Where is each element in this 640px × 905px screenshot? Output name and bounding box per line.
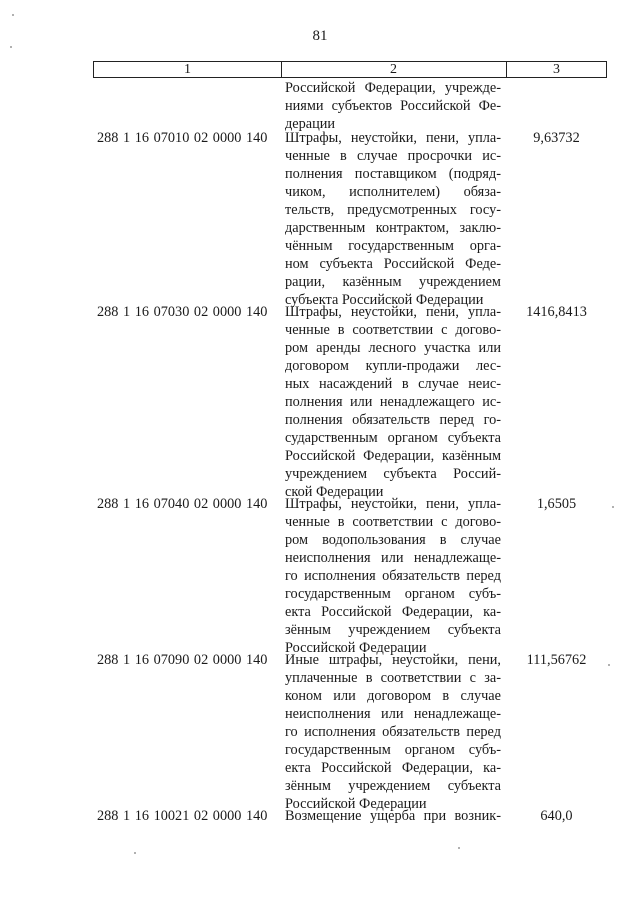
budget-code: 288 1 16 10021 02 0000 140 xyxy=(97,808,268,824)
description-line: уплаченные в соответствии с за- xyxy=(285,670,501,686)
description-line: го исполнения обязательств перед xyxy=(285,724,501,740)
description-line: Штрафы, неустойки, пени, упла- xyxy=(285,496,501,512)
description-line: го исполнения обязательств перед xyxy=(285,568,501,584)
description-line: полнения или ненадлежащего ис- xyxy=(285,394,501,410)
description-line: государственным органом субъ- xyxy=(285,742,501,758)
description-line: коном или договором в случае xyxy=(285,688,501,704)
description-line: ской Федерации xyxy=(285,484,384,500)
scan-speck xyxy=(10,46,12,48)
description-line: рации, казённым учреждением xyxy=(285,274,501,290)
description-line: неисполнения или ненадлежаще- xyxy=(285,550,501,566)
description-line: ром аренды лесного участка или xyxy=(285,340,501,356)
description-line: договором купли-продажи лес- xyxy=(285,358,501,374)
description-line: полнения обязательств перед го- xyxy=(285,412,501,428)
description-line: ниями субъектов Российской Фе- xyxy=(285,98,501,114)
description-line: государственным органом субъ- xyxy=(285,586,501,602)
description-line: Российской Федерации xyxy=(285,640,427,656)
continuation-description xyxy=(285,79,501,133)
description-line: тельств, предусмотренных госу- xyxy=(285,202,501,218)
description-line: Иные штрафы, неустойки, пени, xyxy=(285,652,501,668)
column-header-1: 1 xyxy=(94,62,282,77)
description-line: Российской Федерации, казённым xyxy=(285,448,501,464)
table-header-row xyxy=(93,61,607,78)
description xyxy=(285,129,501,309)
amount: 1,6505 xyxy=(536,496,577,512)
description-line: дерации xyxy=(285,116,336,132)
column-header-3: 3 xyxy=(553,62,560,77)
page-number: 81 xyxy=(312,28,328,44)
scan-speck xyxy=(608,664,610,666)
amount: 640,0 xyxy=(540,808,573,824)
description-line: дарственным контрактом, заклю- xyxy=(285,220,501,236)
scan-speck xyxy=(458,847,460,849)
budget-code: 288 1 16 07090 02 0000 140 xyxy=(97,652,268,668)
description-line: Российской Федерации, учрежде- xyxy=(285,80,501,96)
column-header-2: 2 xyxy=(281,62,507,77)
description-line: учреждением субъекта Россий- xyxy=(285,466,501,482)
scan-speck xyxy=(612,506,614,508)
description-line: екта Российской Федерации, ка- xyxy=(285,760,501,776)
description-line: чённым государственным орга- xyxy=(285,238,501,254)
budget-code: 288 1 16 07010 02 0000 140 xyxy=(97,130,268,146)
description-line: неисполнения или ненадлежаще- xyxy=(285,706,501,722)
description-line: ных насаждений в случае неис- xyxy=(285,376,501,392)
description-line: субъекта Российской Федерации xyxy=(285,292,484,308)
description-line: Российской Федерации xyxy=(285,796,427,812)
description xyxy=(285,495,501,657)
description-line: екта Российской Федерации, ка- xyxy=(285,604,501,620)
amount: 111,56762 xyxy=(526,652,587,668)
amount: 1416,8413 xyxy=(526,304,587,320)
description-line: ном субъекта Российской Феде- xyxy=(285,256,501,272)
description-line: ченные в случае просрочки ис- xyxy=(285,148,501,164)
description-line: сударственным органом субъекта xyxy=(285,430,501,446)
description-line: Штрафы, неустойки, пени, упла- xyxy=(285,130,501,146)
description-line: зённым учреждением субъекта xyxy=(285,778,501,794)
description-line: Возмещение ущерба при возник- xyxy=(285,808,501,824)
budget-code: 288 1 16 07040 02 0000 140 xyxy=(97,496,268,512)
budget-code: 288 1 16 07030 02 0000 140 xyxy=(97,304,268,320)
description xyxy=(285,303,501,501)
scan-speck xyxy=(12,14,14,16)
description xyxy=(285,651,501,813)
description-line: зённым учреждением субъекта xyxy=(285,622,501,638)
description-line: ченные в соответствии с догово- xyxy=(285,514,501,530)
description-line: ром водопользования в случае xyxy=(285,532,501,548)
description-line: Штрафы, неустойки, пени, упла- xyxy=(285,304,501,320)
description xyxy=(285,807,501,825)
description-line: полнения поставщиком (подряд- xyxy=(285,166,501,182)
description-line: ченные в соответствии с догово- xyxy=(285,322,501,338)
amount: 9,63732 xyxy=(533,130,580,146)
description-line: чиком, исполнителем) обяза- xyxy=(285,184,501,200)
scan-speck xyxy=(134,852,136,854)
